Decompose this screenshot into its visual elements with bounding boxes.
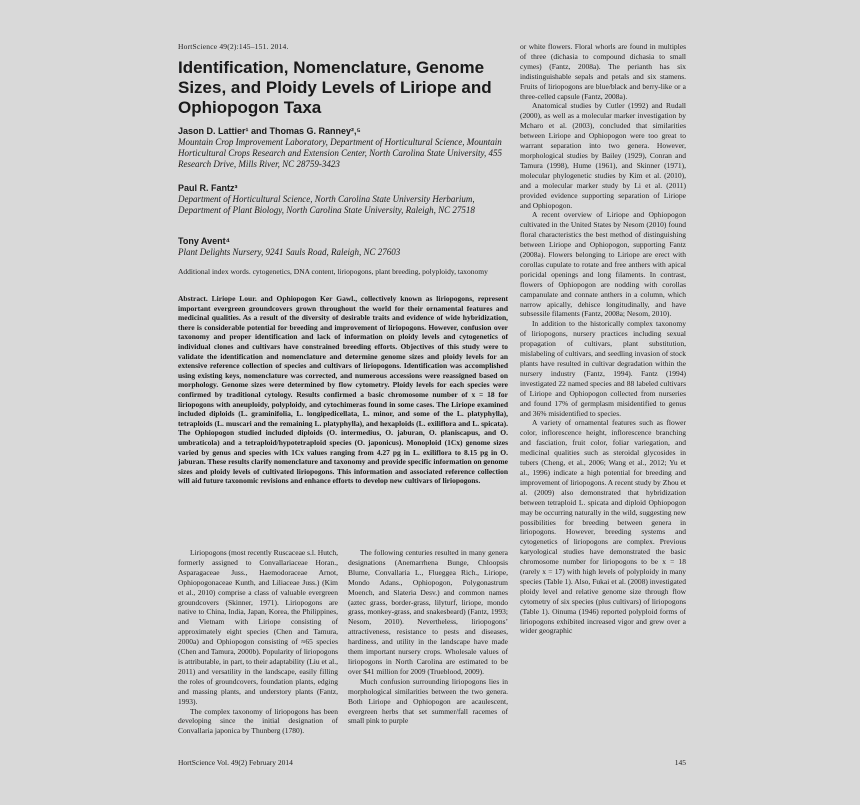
author-block-2 — [178, 183, 508, 216]
paragraph: In addition to the historically complex taxonomy of liriopogons, nursery practices including sexual propagation of cultivars, plant substitution, mislabeling of cultivars, and seedling invasion of stock plants have resulted in cultivar degradation within the nursery industry (Fantz, 1994). Fantz (1994) investigated 22 named species and 88 labeled cultivars of Liriope and Ophiopogon collected from nurseries and found 17% of germplasm misidentified to genus and 36% misidentified to species. — [520, 319, 686, 418]
author-block-3 — [178, 236, 508, 258]
article-title: Identification, Nomenclature, Genome Sizes, and Ploidy Levels of Liriope and Ophiopogon Taxa — [178, 58, 492, 117]
paragraph: or white flowers. Floral whorls are found in multiples of three (dichasia to compound dichasia to small cymes) (Fantz, 2008a). The perianth has six indistinguishable sepals and petals and six stamens. Fruits of liriopogons are blue/black and berry-like or a three-celled capsule (Fantz, 2008a). — [520, 42, 686, 101]
page-footer — [178, 758, 686, 767]
paragraph: The complex taxonomy of liriopogons has been developing since the initial designation of Convallaria japonica by Thunberg (1780). — [178, 706, 338, 736]
abstract: Abstract. Liriope Lour. and Ophiopogon Ker Gawl., collectively known as liriopogons, represent important evergreen groundcovers grown throughout the world for their ornamental features and medicinal qualities. As a result of the diversity of desirable traits and evidence of wide hybridization, there is considerable potential for breeding and improvement of liriopogons. However, confusion over taxonomy and proper identification and lack of information on ploidy levels and cytogenetics of individual clones and cultivars have constrained breeding efforts. Objectives of this study were to validate the identification and nomenclature and determine genome sizes and ploidy levels for an extensive reference collection of species and cultivars of liriopogons. Identification was accomplished using existing keys, nomenclature was corrected, and numerous accessions were reassigned based on morphology. Genome sizes were determined by flow cytometry. Ploidy levels for each species were confirmed by traditional cytology. Results confirmed a basic chromosome number of x = 18 for liriopogons with aneuploidy, polyploidy, and cytochimeras found in some cases. The Liriope examined included diploids (L. graminifolia, L. longipedicellata, L. minor, and some of the L. platyphylla), tetraploids (L. muscari and the remaining L. platyphylla), and hexaploids (L. exiliflora and L. spicata). The Ophiopogon studied included diploids (O. intermedius, O. jaburan, O. planiscapus, and O. umbraticola) and a tetraploid/hypotetraploid species (O. japonicus). Monoploid (1Cx) genome sizes varied by genus and species with 1Cx values ranging from 4.27 pg in L. exiliflora to 8.15 pg in O. jaburan. These results clarify nomenclature and taxonomy and provide specific information on genome sizes and ploidy levels of cultivated liriopogons. This information and associated reference collection will aid future taxonomic revisions and enhance efforts to develop new cultivars of liriopogons. — [178, 294, 508, 486]
page-number: 145 — [674, 758, 686, 767]
author-affiliation: Mountain Crop Improvement Laboratory, Department of Horticultural Science, Mountain Horticultural Crops Research and Extension Center, North Carolina State University, 455 Research Drive, Mills River, NC 28759-3423 — [178, 137, 502, 169]
journal-header: HortScience 49(2):145–151. 2014. — [178, 42, 289, 51]
paragraph: Much confusion surrounding liriopogons lies in morphological similarities between the two genera. Both Liriope and Ophiopogon are acaulescent, evergreen herbs that set summer/fall racemes of small pink to purple — [348, 676, 508, 726]
body-column-right — [520, 42, 686, 636]
author-affiliation: Department of Horticultural Science, North Carolina State University Herbarium, Department of Plant Biology, North Carolina State University, Raleigh, NC 27518 — [178, 194, 475, 215]
author-name: Paul R. Fantz³ — [178, 183, 238, 193]
paragraph: A recent overview of Liriope and Ophiopogon cultivated in the United States by Nesom (2010) found floral characteristics the best method of distinguishing between Liriope and Ophiopogon, supporting Fantz (2008a). Flowers belonging to Liriope are erect with corollas cupulate to rotate and free anthers with apical poricidal openings and long filaments. In contrast, flowers of Ophiopogon are nodding with corollas campanulate and connate anthers in a column, which narrow apically, dehisce longitudinally, and have subsessile filaments (Fantz, 2008a; Nesom, 2010). — [520, 210, 686, 319]
author-name: Tony Avent⁴ — [178, 236, 231, 246]
author-block-1 — [178, 126, 508, 170]
paragraph: Anatomical studies by Cutler (1992) and Rudall (2000), as well as a molecular marker investigation by Mcharo et al. (2003), concluded that similarities between Liriope and Ophiopogon were too great to warrant separation into two genera. However, morphological studies by Bailey (1929), Conran and Tamura (1998), Hume (1961), and Skinner (1971), molecular phylogenetic studies by Kim et al. (2010), and a molecular marker study by Li et al. (2011) provided evidence supporting separation of Liriope and Ophiopogon. — [520, 101, 686, 210]
footer-journal: HortScience Vol. 49(2) February 2014 — [178, 758, 293, 767]
paragraph: A variety of ornamental features such as flower color, inflorescence height, inflorescence branching and fasciation, fruit color, foliar variegation, and medicinal qualities such as steroidal glycosides in tubers (Cheng, et al., 2006; Wang et al., 2012; Yu et al., 1996) indicate a high potential for breeding and improvement of liriopogons. A recent study by Zhou et al. (2009) also demonstrated that hybridization between tetraploid L. spicata and diploid Ophiopogon may be occurring naturally in the wild, suggesting new possibilities for breeding between genera in liriopogons. However, breeding systems and cytogenetics of liriopogons are complex. Previous karyological studies have demonstrated the basic chromosome number for liriopogons to be x = 18 (rarely x = 17) with high levels of polyploidy in many species (Table 1). Also, Fukai et al. (2008) investigated ploidy level and relative genome size through flow cytometry of six species (plus cultivars) of liriopogons (Table 1). Oinuma (1946) reported polyploid forms of liriopogons exhibited increased vigor and grew over a wider geographic — [520, 418, 686, 636]
index-words: Additional index words. cytogenetics, DNA content, liriopogons, plant breeding, polyploidy, taxonomy — [178, 267, 488, 276]
body-column-middle — [348, 548, 508, 726]
author-affiliation: Plant Delights Nursery, 9241 Sauls Road, Raleigh, NC 27603 — [178, 247, 401, 257]
paragraph: Liriopogons (most recently Ruscaceae s.l. Hutch, formerly assigned to Convallariaceae Horan., Asparagaceae Juss., Haemodoraceae Arnot, Ophiopogonaceae Kunth, and Liliaceae Juss.) (Kim et al., 2010) comprise a class of valuable evergreen groundcovers (Skinner, 1971). Liriopogons are native to China, India, Japan, Korea, the Philippines, and Vietnam with Liriope consisting of approximately eight species (Chen and Tamura, 2000a) and Ophiopogon consisting of ≈65 species (Chen and Tamura, 2000b). Popularity of liriopogons is attributable, in part, to their adaptability (Liu et al., 2011) and versatility in the landscape, easily filling the roles of groundcovers, foundation plants, edging and massing plants, and understory plants (Fantz, 1993). — [178, 548, 338, 706]
author-name: Jason D. Lattier¹ and Thomas G. Ranney²,⁵ — [178, 126, 361, 136]
body-column-left — [178, 548, 338, 736]
paragraph: The following centuries resulted in many genera designations (Anemarrhena Bunge, Chloopsis Blume, Convallaria L., Flueggea Rich., Liriope, Mondo Adans., Ophiopogon, Polygonastrum Moench, and Slateria Desv.) and common names (aztec grass, border-grass, lilyturf, liriope, mondo grass, monkey-grass, and snakesbeard) (Fantz, 1993; Nesom, 2010). Nevertheless, liriopogons’ attractiveness, resistance to pests and diseases, hardiness, and utility in the landscape have made them important nursery crops. Wholesale values of liriopogons in North Carolina are estimated to be over $41 million for 2009 (Trueblood, 2009). — [348, 548, 508, 676]
